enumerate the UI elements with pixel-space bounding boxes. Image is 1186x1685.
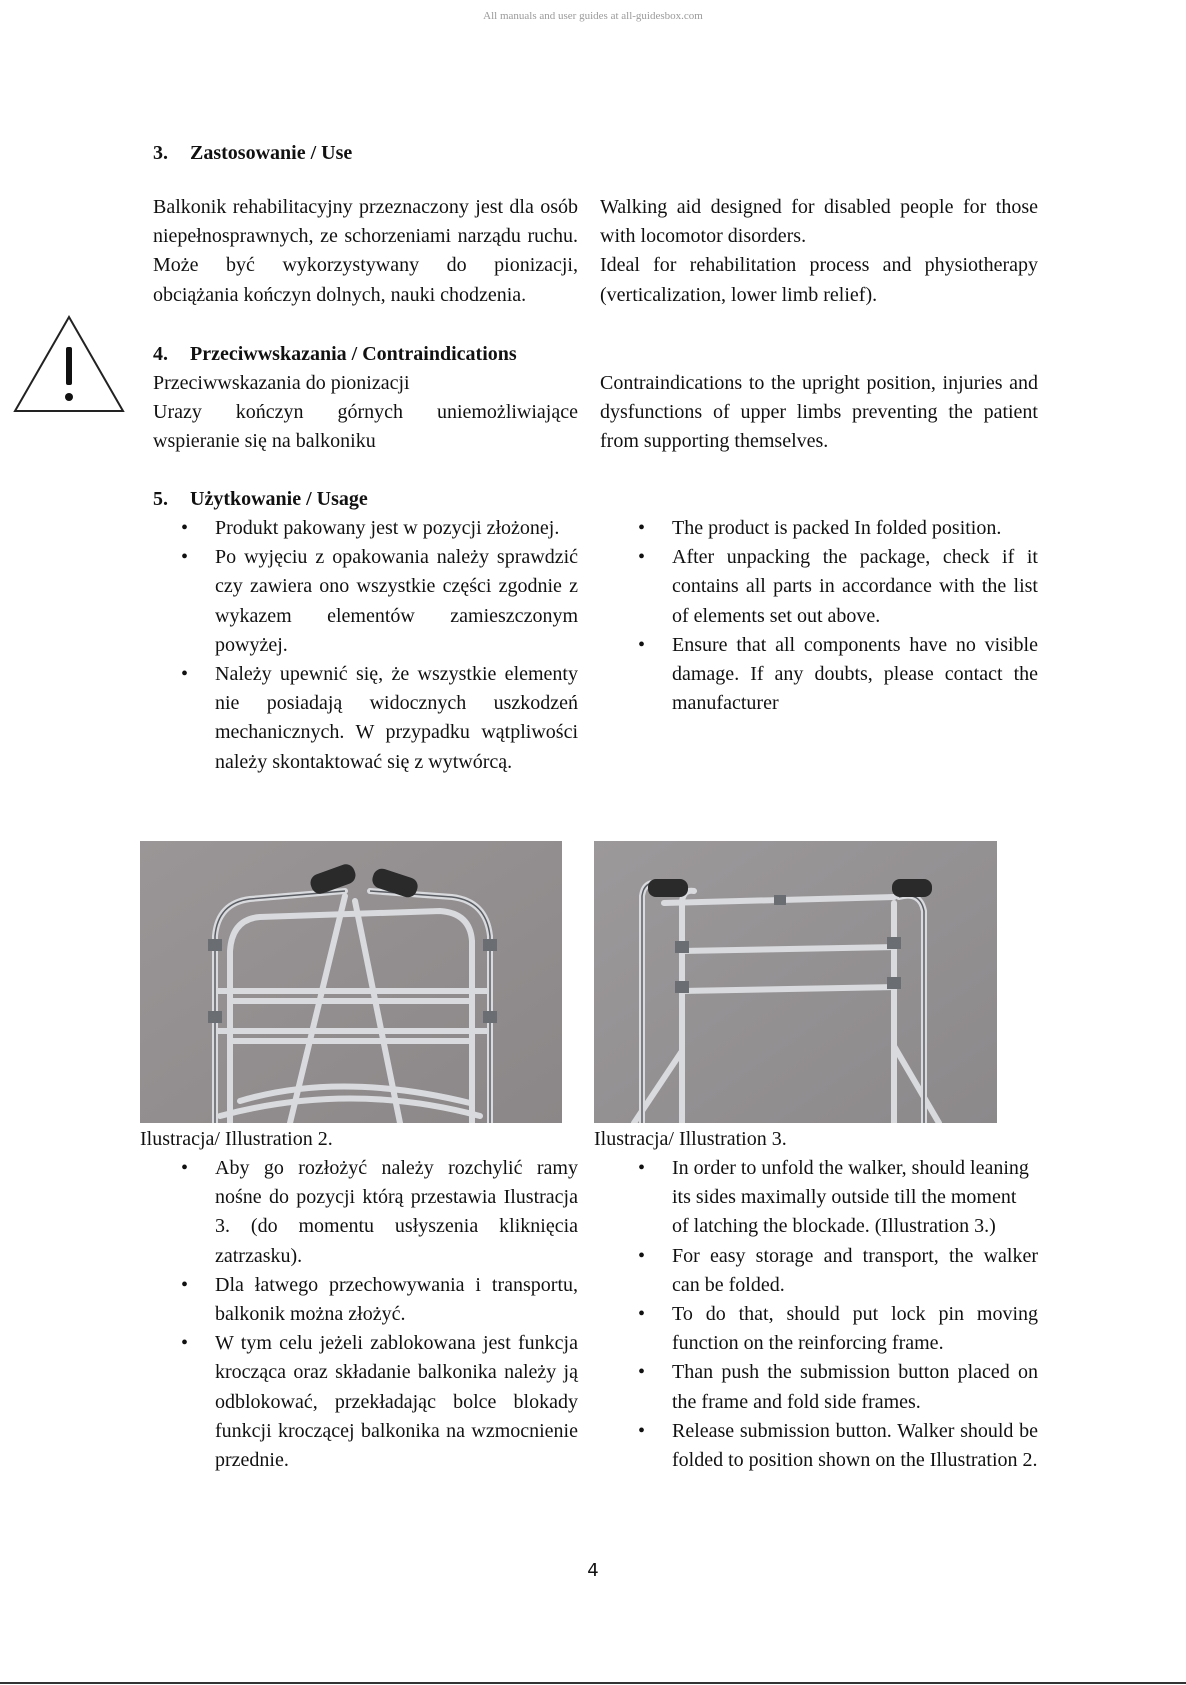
list-item-text: Należy upewnić się, że wszystkie elementy nie posiadają widocznych uszkodzeń mechanicznych. W przypadku wątpliwości należy skontaktować się z wytwórcą. — [215, 663, 578, 773]
page-number: 4 — [587, 1560, 599, 1581]
warning-triangle-icon — [13, 315, 125, 413]
bullet: • — [181, 1273, 189, 1296]
list-item-text: Than push the submission button placed on the frame and fold side frames. — [672, 1361, 1038, 1413]
list-item-text: After unpacking the package, check if it contains all parts in accordance with the list of elements set out above. — [672, 546, 1038, 627]
bullet: • — [638, 1361, 646, 1384]
list-item-text: For easy storage and transport, the walker can be folded. — [672, 1244, 1038, 1296]
header-note: All manuals and user guides at all-guidesbox.com — [483, 10, 703, 22]
section-3-heading — [153, 139, 352, 168]
section-3-title: Zastosowanie / Use — [190, 142, 353, 164]
list-item-text: Ensure that all components have no visible damage. If any doubts, please contact the manufacturer — [672, 633, 1038, 715]
list-item — [610, 514, 1038, 543]
section-4-title: Przeciwwskazania / Contraindications — [190, 343, 517, 365]
bullet: • — [181, 663, 189, 686]
illustration-3-caption: Ilustracja/ Illustration 3. — [594, 1128, 787, 1150]
list-item — [153, 660, 578, 777]
list-item-text: Dla łatwego przechowywania i transportu, balkonik można złożyć. — [215, 1273, 578, 1326]
list-item — [610, 631, 1038, 719]
list-item-text: To do that, should put lock pin moving function on the reinforcing frame. — [672, 1303, 1038, 1355]
list-item — [610, 1417, 1038, 1475]
list-item-text: W tym celu jeżeli zablokowana jest funkcja krocząca oraz składanie balkonika należy ją odblokować, przekładając bolce blokady funkcji kroczącej balkonika na wzmocnienie przednie. — [215, 1332, 578, 1472]
list-item — [153, 543, 578, 660]
list-item — [153, 1329, 578, 1475]
section-3-english-text — [600, 193, 1038, 310]
usage-polish-list — [153, 514, 578, 777]
bullet: • — [181, 1157, 189, 1179]
illustration-2-caption: Ilustracja/ Illustration 2. — [140, 1128, 333, 1150]
section-5-title: Użytkowanie / Usage — [190, 488, 368, 510]
walker-unfolded-photo — [594, 841, 997, 1123]
list-item — [610, 1358, 1038, 1416]
list-item — [153, 514, 578, 543]
list-item-text: The product is packed In folded position. — [672, 517, 1002, 539]
section-4-heading — [153, 340, 517, 369]
section-5-heading — [153, 485, 368, 514]
section-3-polish-paragraph: Balkonik rehabilitacyjny przeznaczony jest dla osób niepełnosprawnych, ze schorzeniami narządu ruchu. Może być wykorzystywany do pionizacji, obciążania kończyn dolnych, nauki chodzenia. — [153, 196, 578, 306]
section-4-english-paragraph: Contraindications to the upright position, injuries and dysfunctions of upper limbs preventing the patient from supporting themselves. — [600, 372, 1038, 453]
section-4-polish-text — [153, 369, 578, 457]
bullet: • — [638, 1303, 646, 1326]
section-4-polish-paragraph: Urazy kończyn górnych uniemożliwiające wspieranie się na balkoniku — [153, 401, 578, 453]
bullet: • — [638, 546, 646, 569]
bullet: • — [638, 633, 646, 656]
bullet: • — [638, 517, 646, 539]
list-item — [610, 1300, 1038, 1358]
bullet: • — [181, 546, 189, 569]
bullet: • — [181, 1332, 189, 1355]
list-item-text: Po wyjęciu z opakowania należy sprawdzić czy zawiera ono wszystkie części zgodnie z wykazem elementów zamieszczonym powyżej. — [215, 546, 578, 656]
usage-english-list — [610, 514, 1038, 718]
section-4-english-text — [600, 369, 1038, 457]
bullet: • — [638, 1244, 646, 1267]
list-item — [610, 543, 1038, 631]
section-3-english-paragraph: Ideal for rehabilitation process and physiotherapy (verticalization, lower limb relief). — [600, 254, 1038, 306]
list-item — [610, 1154, 1038, 1242]
walker-folded-photo — [140, 841, 562, 1123]
unfold-english-list — [610, 1154, 1038, 1475]
section-4-number: 4. — [153, 343, 168, 365]
bullet: • — [638, 1157, 646, 1179]
section-3-english-paragraph: Walking aid designed for disabled people for those with locomotor disorders. — [600, 196, 1038, 248]
bullet: • — [638, 1419, 646, 1442]
list-item-text: Produkt pakowany jest w pozycji złożonej. — [215, 517, 560, 539]
bottom-divider — [0, 1682, 1186, 1684]
list-item-text: In order to unfold the walker, should leaning its sides maximally outside till the moment of latching the blockade. (Illustration 3.) — [672, 1157, 1029, 1238]
list-item-text: Release submission button. Walker should be folded to position shown on the Illustration 2. — [672, 1419, 1038, 1472]
list-item — [610, 1242, 1038, 1300]
section-3-number: 3. — [153, 142, 168, 164]
list-item-text: Aby go rozłożyć należy rozchylić ramy nośne do pozycji którą przestawia Ilustracja 3. (do momentu usłyszenia kliknięcia zatrzasku). — [215, 1157, 578, 1267]
list-item — [153, 1271, 578, 1329]
list-item — [153, 1154, 578, 1271]
section-4-polish-paragraph: Przeciwwskazania do pionizacji — [153, 372, 410, 394]
unfold-polish-list — [153, 1154, 578, 1475]
section-3-polish-text — [153, 193, 578, 310]
bullet: • — [181, 517, 189, 539]
section-5-number: 5. — [153, 488, 168, 510]
